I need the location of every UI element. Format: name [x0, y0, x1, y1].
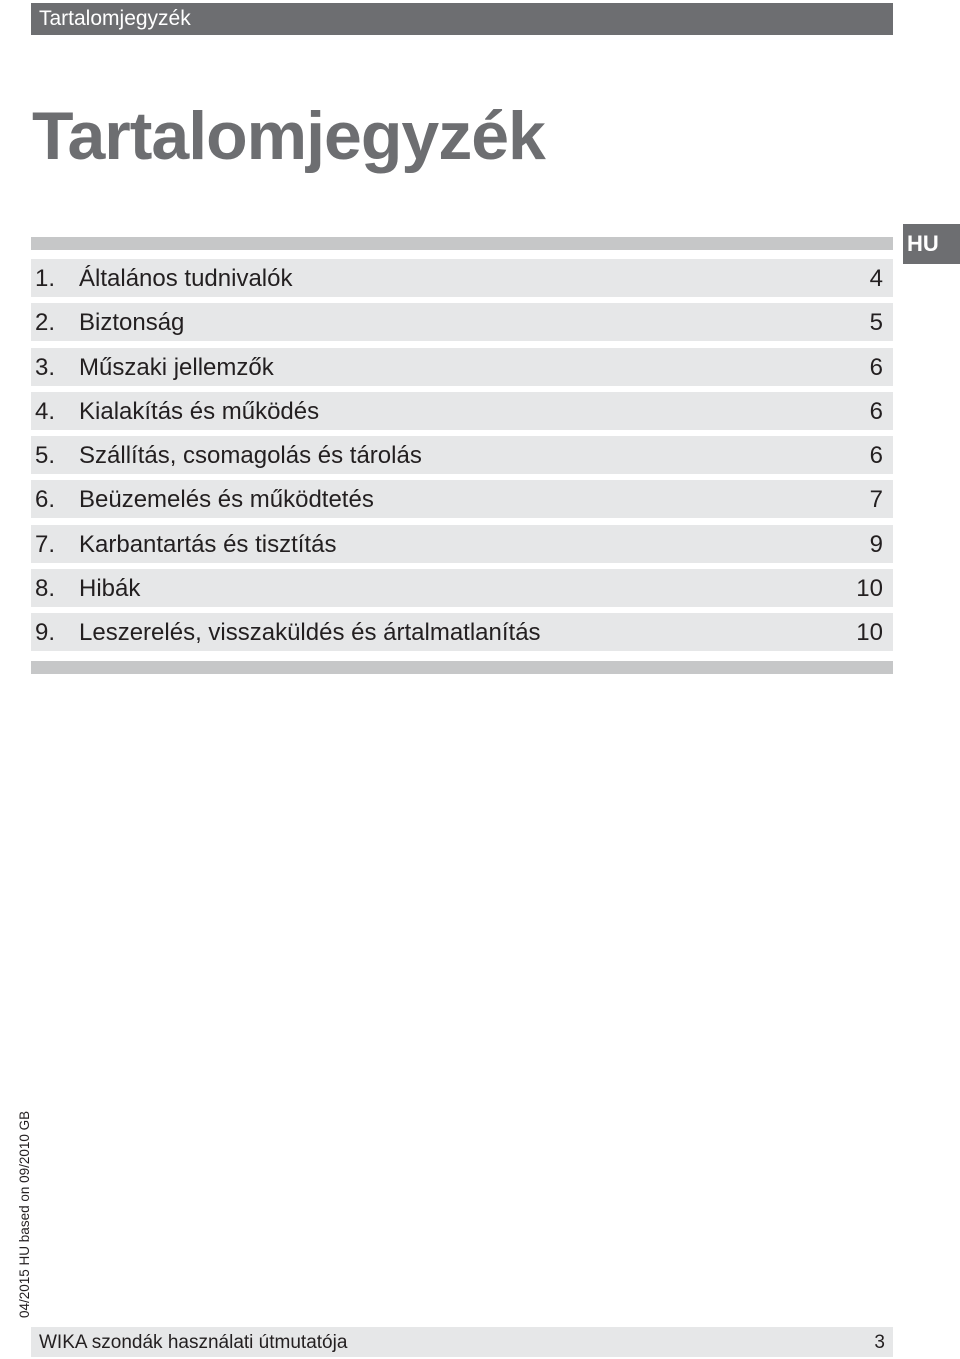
section-header-label: Tartalomjegyzék — [39, 7, 191, 30]
toc-entry[interactable] — [31, 480, 893, 518]
toc-entry-page: 5 — [869, 309, 883, 337]
toc-entry[interactable] — [31, 392, 893, 430]
toc-entry[interactable] — [31, 613, 893, 651]
toc-entry[interactable] — [31, 348, 893, 386]
toc-entry-page: 4 — [869, 265, 883, 292]
toc-entry-page: 6 — [869, 442, 883, 469]
table-of-contents — [31, 259, 893, 657]
toc-entry-number: 1. — [35, 265, 56, 292]
toc-entry-number: 7. — [35, 530, 56, 558]
toc-entry-title: Szállítás, csomagolás és tárolás — [79, 442, 422, 469]
toc-entry-page: 10 — [856, 574, 883, 602]
toc-entry-title: Leszerelés, visszaküldés és ártalmatlanítás — [79, 619, 541, 646]
page-title: Tartalomjegyzék — [32, 98, 545, 174]
toc-entry[interactable] — [31, 569, 893, 607]
toc-top-divider — [31, 237, 893, 250]
toc-entry-page: 7 — [869, 486, 883, 514]
toc-entry-page: 9 — [869, 530, 883, 558]
toc-entry-number: 6. — [35, 486, 56, 514]
toc-entry-number: 4. — [35, 397, 56, 425]
toc-entry-title: Hibák — [79, 574, 141, 602]
toc-entry-title: Biztonság — [79, 309, 185, 337]
toc-entry[interactable] — [31, 525, 893, 563]
toc-entry-number: 8. — [35, 574, 56, 602]
toc-entry-page: 6 — [869, 397, 883, 425]
toc-entry-page: 10 — [856, 619, 883, 646]
toc-entry-title: Beüzemelés és működtetés — [79, 486, 374, 514]
toc-entry-title: Általános tudnivalók — [79, 265, 293, 292]
toc-entry-number: 9. — [35, 619, 56, 646]
toc-entry-title: Kialakítás és működés — [79, 397, 320, 425]
toc-entry-number: 3. — [35, 353, 56, 381]
language-tab — [903, 224, 960, 264]
footer-document-title: WIKA szondák használati útmutatója — [39, 1332, 348, 1353]
toc-bottom-divider — [31, 661, 893, 674]
document-revision-note: 04/2015 HU based on 09/2010 GB — [17, 1110, 32, 1318]
footer-page-number: 3 — [874, 1332, 885, 1353]
page-footer — [31, 1327, 893, 1357]
language-tab-label: HU — [907, 231, 939, 256]
toc-entry[interactable] — [31, 436, 893, 474]
toc-entry-number: 5. — [35, 442, 56, 469]
toc-entry[interactable] — [31, 303, 893, 341]
toc-entry-number: 2. — [35, 309, 56, 337]
toc-entry-page: 6 — [869, 353, 883, 381]
toc-entry-title: Műszaki jellemzők — [79, 353, 274, 381]
toc-entry[interactable] — [31, 259, 893, 297]
section-header-bar — [31, 3, 893, 35]
toc-entry-title: Karbantartás és tisztítás — [79, 530, 337, 558]
